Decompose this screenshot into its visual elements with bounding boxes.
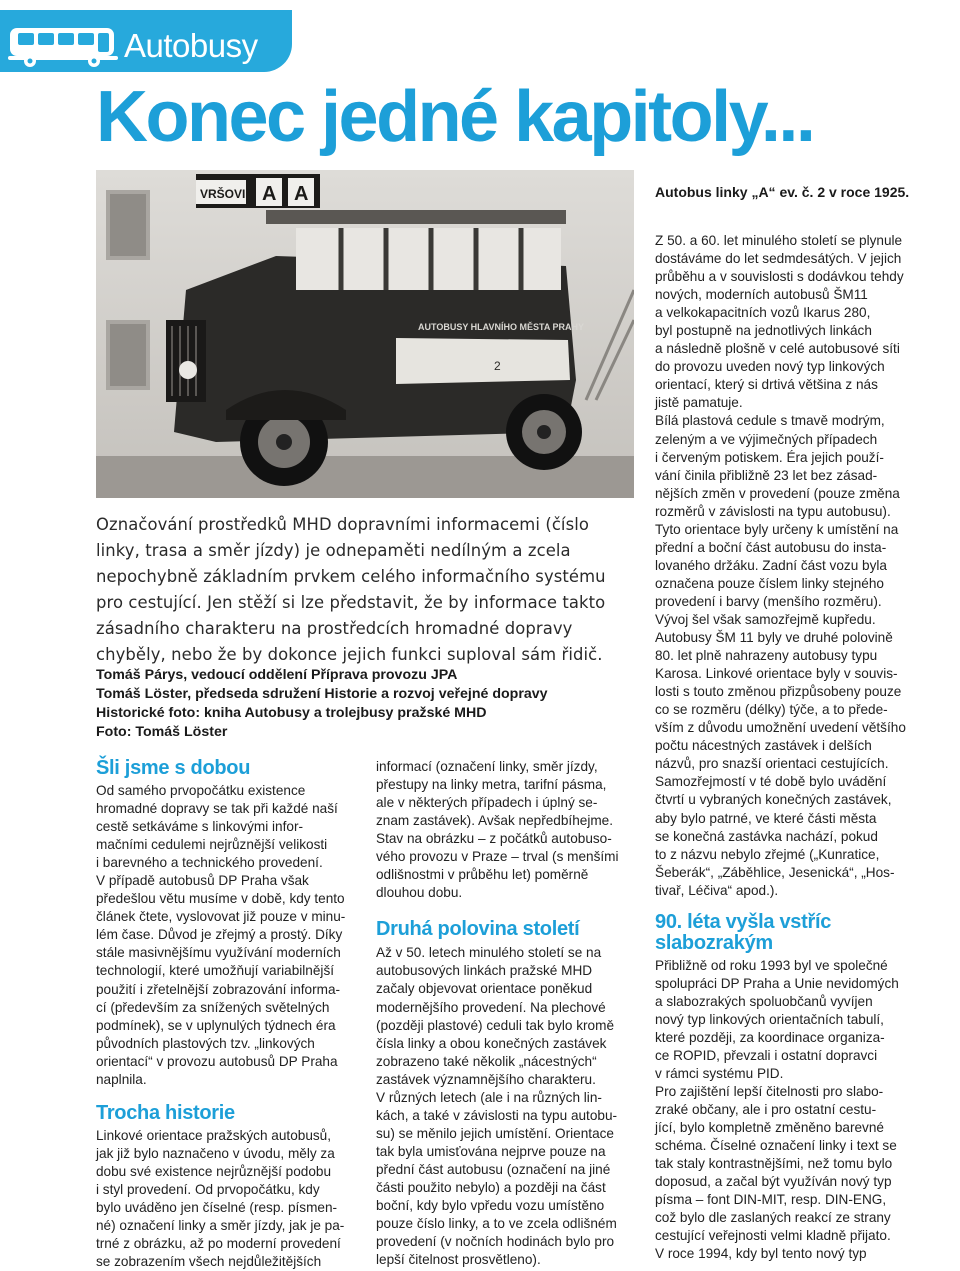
intro-text: Označování prostředků MHD dopravními informacemi (číslo linky, trasa a směr jízdy) je odnepaměti nedílným a zcela nepochybně základním prvkem celého informačního systému pro cestující. Jen stěží si lze představit, že by informace takto zásadního charakteru na prostředcích hromadné dopravy chyběly, nebo že by dokonce jejich funkci suploval sám řidič. xyxy=(96,515,606,664)
paragraph: Až v 50. letech minulého století se na autobusových linkách pražské MHD začaly objevovat orientace poněkud modernějšího provedení. Na plechové (později plastové) ceduli tak bylo kromě čísla linky a obou konečných zastávek zobrazeno také několik „nácestných“ zastávek významnějšího charakteru. V různých letech (ale i na různých lin- kách, a také v závislosti na typu autobu- su) se měnilo jejich umístění. Orientace tak byla umisťována nejprve pouze na přední část autobusu (označení na jiné části použito nebylo) a později na část boční, kdy bylo vpředu vozu umístěno pouze číslo linky, a to ve zcela odlišném provedení (v nočních hodinách bylo pro lepší čitelnost prosvětleno). xyxy=(376,945,618,1268)
paragraph: Tyto orientace byly určeny k umístění na přední a boční část autobusu do insta- lovaného držáku. Zadní část vozu byla označena pouze číslem linky stejného provedení i barvy (menšího rozměru). xyxy=(655,521,899,609)
article-column-2 xyxy=(376,758,636,1269)
author-line: Tomáš Párys, vedoucí oddělení Příprava provozu JPA xyxy=(96,667,458,683)
section-heading: Šli jsme s dobou xyxy=(96,757,251,779)
photo-credit-line: Historické foto: kniha Autobusy a trolejbusy pražské MHD xyxy=(96,705,487,721)
article-column-3 xyxy=(655,232,917,1264)
paragraph: Bílá plastová cedule s tmavě modrým, zeleným a ve výjimečných případech i červeným potiskem. Éra jejich použí- vání činila přibližně 23 let bez zásad- nějších změn v provedení (pouze změna rozměrů v závislosti na typu autobusu). xyxy=(655,413,900,519)
intro-paragraph xyxy=(96,512,636,668)
photo-credit-line: Foto: Tomáš Löster xyxy=(96,724,228,740)
paragraph: informací (označení linky, směr jízdy, přestupy na linky metra, tarifní pásma, ale v některých případech i úplný se- znam zastávek). Avšak nepředbíhejme. Stav na obrázku – z počátků autobuso- vého provozu v Praze – trval (s menšími odlišnostmi v průběhu let) poměrně dlouhou dobu. xyxy=(376,759,619,901)
paragraph: Samozřejmostí v té době bylo uvádění čtvrtí u vybraných konečných zastávek, aby bylo patrné, ve které části města se konečná zastávka nachází, pokud to z názvu nebylo zřejmé („Kunratice, Šeberák“, „Záběhlice, Jesenická“, „Hos- tivař, Léčiva“ apod.). xyxy=(655,774,895,898)
paragraph: Linkové orientace pražských autobusů, jak již bylo naznačeno v úvodu, měly za dobu své existence nejrůznější podobu i styl provedení. Od prvopočátku, kdy bylo uváděno jen číselné (resp. písmen- né) označení linky a směr jízdy, jak je pa- trné z obrázku, až po moderní provedení se zobrazením všech nejdůležitějších xyxy=(96,1127,345,1270)
bus-icon xyxy=(8,22,120,68)
paragraph: Pro zajištění lepší čitelnosti pro slabo- zraké občany, ale i pro ostatní cestu- jící, bylo kompletně změněno barevné schéma. Číselné označení linky i text se tak staly kontrastnějšími, než tomu bylo doposud, a začal být využíván nový typ písma – font DIN-MIT, resp. DIN-ENG, což bylo dle zaslaných reakcí ze strany cestující veřejnosti velmi kladně přijato. V roce 1994, kdy byl tento nový typ xyxy=(655,1084,897,1262)
paragraph: Přibližně od roku 1993 byl ve společné spolupráci DP Praha a Unie nevidomých a slabozrakých spoluobčanů vyvíjen nový typ linkových orientačních tabulí, které později, za koordinace organiza- ce ROPID, převzali i ostatní dopravci v rámci systému PID. xyxy=(655,957,899,1082)
section-heading: Druhá polovina století xyxy=(376,918,580,941)
page-title: Konec jedné kapitoly... xyxy=(96,77,814,157)
paragraph: Od samého prvopočátku existence hromadné dopravy se tak při každé naší cestě setkáváme s linkovými infor- mačními cedulemi nejrůznější velikosti i barevného a technického provedení. xyxy=(96,783,338,871)
route-letter-2: A xyxy=(294,183,309,205)
route-letter-1: A xyxy=(262,183,277,205)
section-heading: Trocha historie xyxy=(96,1101,235,1124)
bus-side-lettering: AUTOBUSY HLAVNÍHO MĚSTA PRAHY xyxy=(418,322,585,332)
author-credits xyxy=(96,666,656,742)
section-label: Autobusy xyxy=(124,27,258,64)
historic-bus-photo xyxy=(96,170,634,498)
paragraph: Vývoj šel však samozřejmě kupředu. Autobusy ŠM 11 byly ve druhé polovině 80. let plně nahrazeny autobusy typu Karosa. Linkové orientace byly v souvis- losti s touto změnou přizpůsobeny pouze co se rozměru (délky) týče, a to přede- vším z důvodu umožnění uvedení většího počtu nácestných zastávek i delších názvů, pro snazší orientaci cestujících. xyxy=(655,611,906,772)
section-heading: 90. léta vyšla vstříc slabozrakým xyxy=(655,910,832,954)
article-column-1 xyxy=(96,756,358,1271)
paragraph: Z 50. a 60. let minulého století se plynule dostáváme do let sedmdesátých. V jejich průběhu a v souvislosti s dodávkou tehdy nových, moderních autobusů ŠM11 a velkokapacitních vozů Ikarus 280, byl postupně na jednotlivých linkách a následně plošně v celé autobusové síti do provozu uveden nový typ linkových orientací, který si drtivá většina z nás jistě pamatuje. xyxy=(655,233,904,411)
fleet-number: 2 xyxy=(494,359,501,373)
destination-sign: VRŠOVI xyxy=(200,187,246,201)
author-line: Tomáš Löster, předseda sdružení Historie a rozvoj veřejné dopravy xyxy=(96,686,548,702)
photo-caption: Autobus linky „A“ ev. č. 2 v roce 1925. xyxy=(655,184,910,200)
paragraph: V případě autobusů DP Praha však předešlou větu musíme v době, kdy tento článek čtete, vyslovovat již pouze v minu- lém čase. Důvod je zřejmý a prostý. Díky stále masivnějšímu využívání moderních technologií, které umožňují variabilnější použití i zřetelnější zobrazování informa- cí (především za snížených světelných podmínek), se v uplynulých týdnech éra původních plastových tzv. „linkových orientací“ v provozu autobusů DP Praha naplnila. xyxy=(96,873,346,1087)
